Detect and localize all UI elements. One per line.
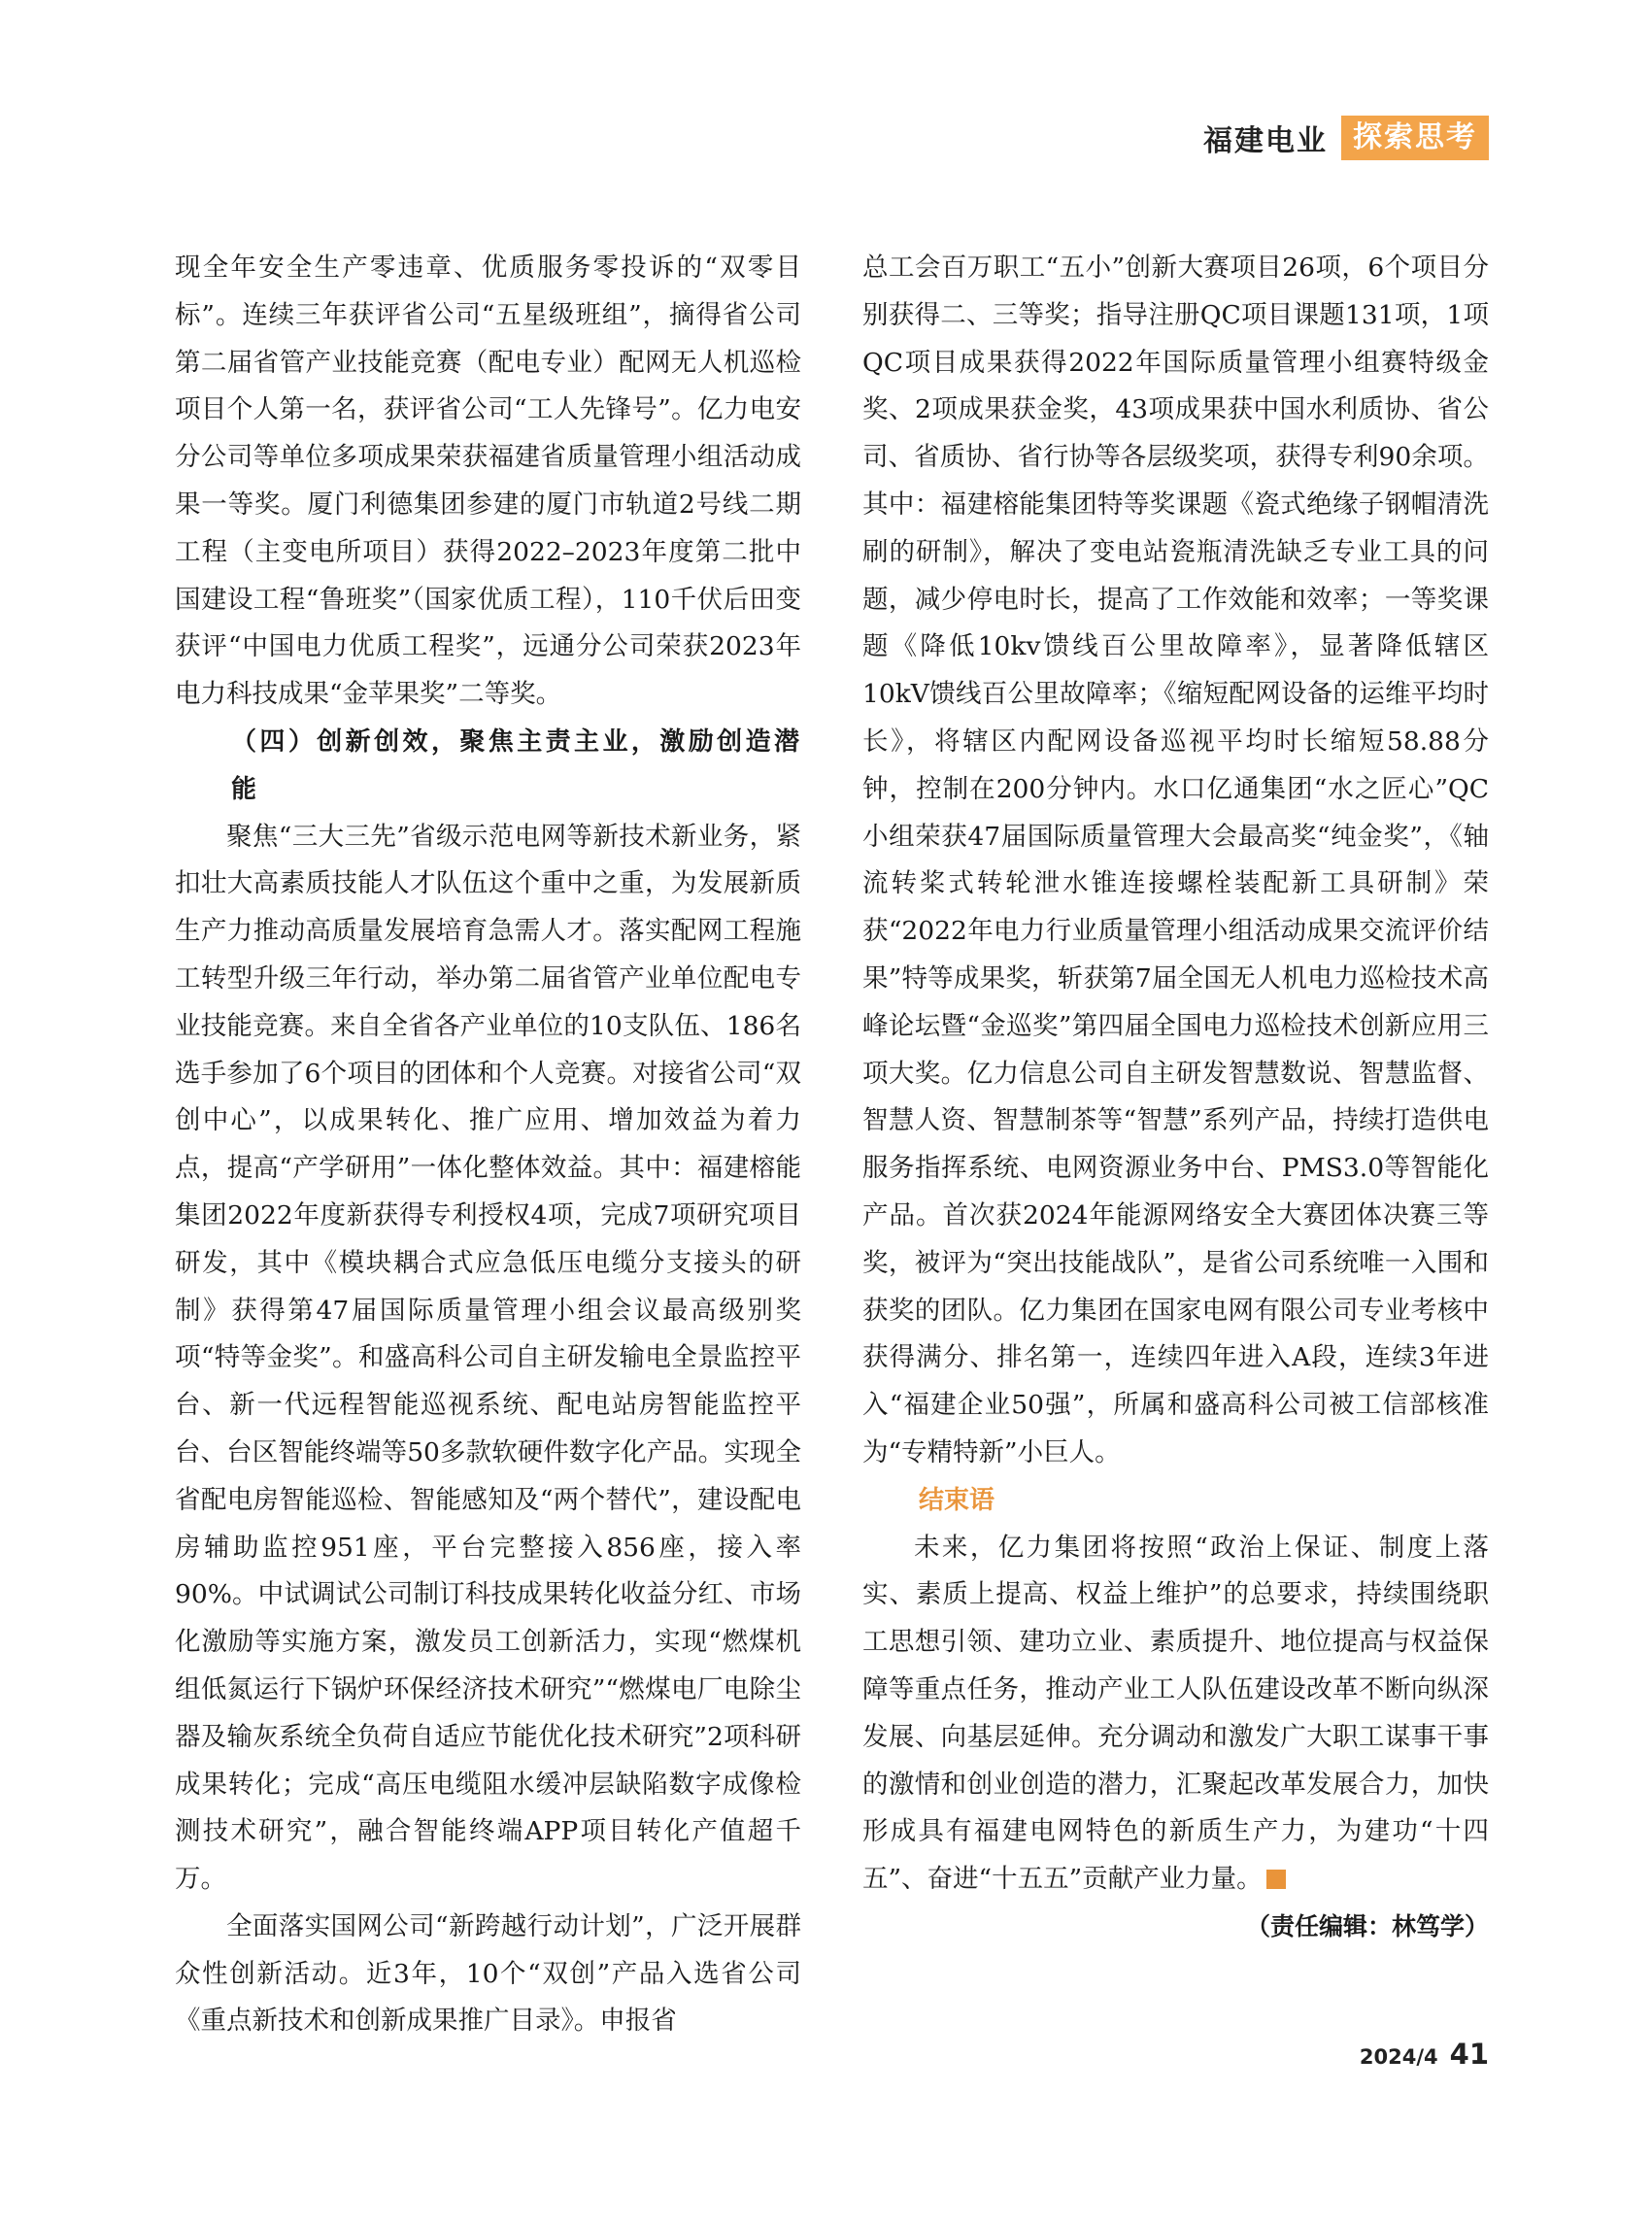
paragraph: 聚焦“三大三先”省级示范电网等新技术新业务，紧扣壮大高素质技能人才队伍这个重中之重，为发展新质生产力推动高质量发展培育急需人才。落实配网工程施工转型升级三年行动，举办第二届省管产业单位配电专业技能竞赛。来自全省各产业单位的10支队伍、186名选手参加了6个项目的团体和个人竞赛。对接省公司“双创中心”，以成果转化、推广应用、增加效益为着力点，提高“产学研用”一体化整体效益。其中：福建榕能集团2022年度新获得专利授权4项，完成7项研究项目研发，其中《模块耦合式应急低压电缆分支接头的研制》获得第47届国际质量管理小组会议最高级别奖项“特等金奖”。和盛高科公司自主研发输电全景监控平台、新一代远程智能巡视系统、配电站房智能监控平台、台区智能终端等50多款软硬件数字化产品。实现全省配电房智能巡检、智能感知及“两个替代”，建设配电房辅助监控951座，平台完整接入856座，接入率90%。中试调试公司制订科技成果转化收益分红、市场化激励等实施方案，激发员工创新活力，实现“燃煤机组低氮运行下锅炉环保经济技术研究”“燃煤电厂电除尘器及输灰系统全负荷自适应节能优化技术研究”2项科研成果转化；完成“高压电缆阻水缓冲层缺陷数字成像检测技术研究”，融合智能终端APP项目转化产值超千万。 bbox=[175, 821, 801, 1895]
issue-number: 2024/4 bbox=[1359, 2045, 1438, 2069]
right-column bbox=[862, 245, 1489, 1951]
running-header bbox=[1203, 115, 1489, 161]
page-number: 41 bbox=[1449, 2038, 1489, 2071]
editor-credit: （责任编辑：林笃学） bbox=[1245, 1911, 1489, 1940]
section-label: 结束语 bbox=[919, 1485, 995, 1515]
section-tag: 探索思考 bbox=[1341, 116, 1489, 160]
paragraph-closing bbox=[862, 1525, 1489, 1904]
page-footer bbox=[1360, 2038, 1489, 2071]
closing-text: 未来，亿力集团将按照“政治上保证、制度上落实、素质上提高、权益上维护”的总要求，持续围绕职工思想引领、建功立业、素质提升、地位提高与权益保障等重点任务，推动产业工人队伍建设改革不断向纵深发展、向基层延伸。充分调动和激发广大职工谋事干事的激情和创业创造的潜力，汇聚起改革发展合力，加快形成具有福建电网特色的新质生产力，为建功“十四五”、奋进“十五五”贡献产业力量。 bbox=[862, 1532, 1489, 1895]
magazine-name: 福建电业 bbox=[1203, 124, 1328, 158]
paragraph: 总工会百万职工“五小”创新大赛项目26项，6个项目分别获得二、三等奖；指导注册QC项目课题131项，1项QC项目成果获得2022年国际质量管理小组赛特级金奖、2项成果获金奖，43项成果获中国水利质协、省公司、省质协、省行协等各层级奖项，获得专利90余项。其中：福建榕能集团特等奖课题《瓷式绝缘子钢帽清洗刷的研制》，解决了变电站瓷瓶清洗缺乏专业工具的问题，减少停电时长，提高了工作效能和效率；一等奖课题《降低10kv馈线百公里故障率》，显著降低辖区10kV馈线百公里故障率；《缩短配网设备的运维平均时长》，将辖区内配网设备巡视平均时长缩短58.88分钟，控制在200分钟内。水口亿通集团“水之匠心”QC小组荣获47届国际质量管理大会最高奖“纯金奖”，《轴流转桨式转轮泄水锥连接螺栓装配新工具研制》荣获“2022年电力行业质量管理小组活动成果交流评价结果”特等成果奖，斩获第7届全国无人机电力巡检技术高峰论坛暨“金巡奖”第四届全国电力巡检技术创新应用三项大奖。亿力信息公司自主研发智慧数说、智慧监督、智慧人资、智慧制茶等“智慧”系列产品，持续打造供电服务指挥系统、电网资源业务中台、PMS3.0等智能化产品。首次获2024年能源网络安全大赛团体决赛三等奖，被评为“突出技能战队”，是省公司系统唯一入围和获奖的团队。亿力集团在国家电网有限公司专业考核中获得满分、排名第一，连续四年进入A段，连续3年进入“福建企业50强”，所属和盛高科公司被工信部核准为“专精特新”小巨人。 bbox=[862, 253, 1489, 1467]
paragraph: 现全年安全生产零违章、优质服务零投诉的“双零目标”。连续三年获评省公司“五星级班组”，摘得省公司第二届省管产业技能竞赛（配电专业）配网无人机巡检项目个人第一名，获评省公司“工人先锋号”。亿力电安分公司等单位多项成果荣获福建省质量管理小组活动成果一等奖。厦门利德集团参建的厦门市轨道2号线二期工程（主变电所项目）获得2022–2023年度第二批中国建设工程“鲁班奖”（国家优质工程），110千伏后田变获评“中国电力优质工程奖”，远通分公司荣获2023年电力科技成果“金苹果奖”二等奖。 bbox=[175, 253, 801, 710]
left-column bbox=[175, 245, 801, 2045]
end-square-icon bbox=[1266, 1870, 1286, 1889]
paragraph: 全面落实国网公司“新跨越行动计划”，广泛开展群众性创新活动。近3年，10个“双创”产品入选省公司《重点新技术和创新成果推广目录》。申报省 bbox=[175, 1910, 801, 2037]
subheading: （四）创新创效，聚焦主责主业，激励创造潜能 bbox=[231, 726, 801, 804]
